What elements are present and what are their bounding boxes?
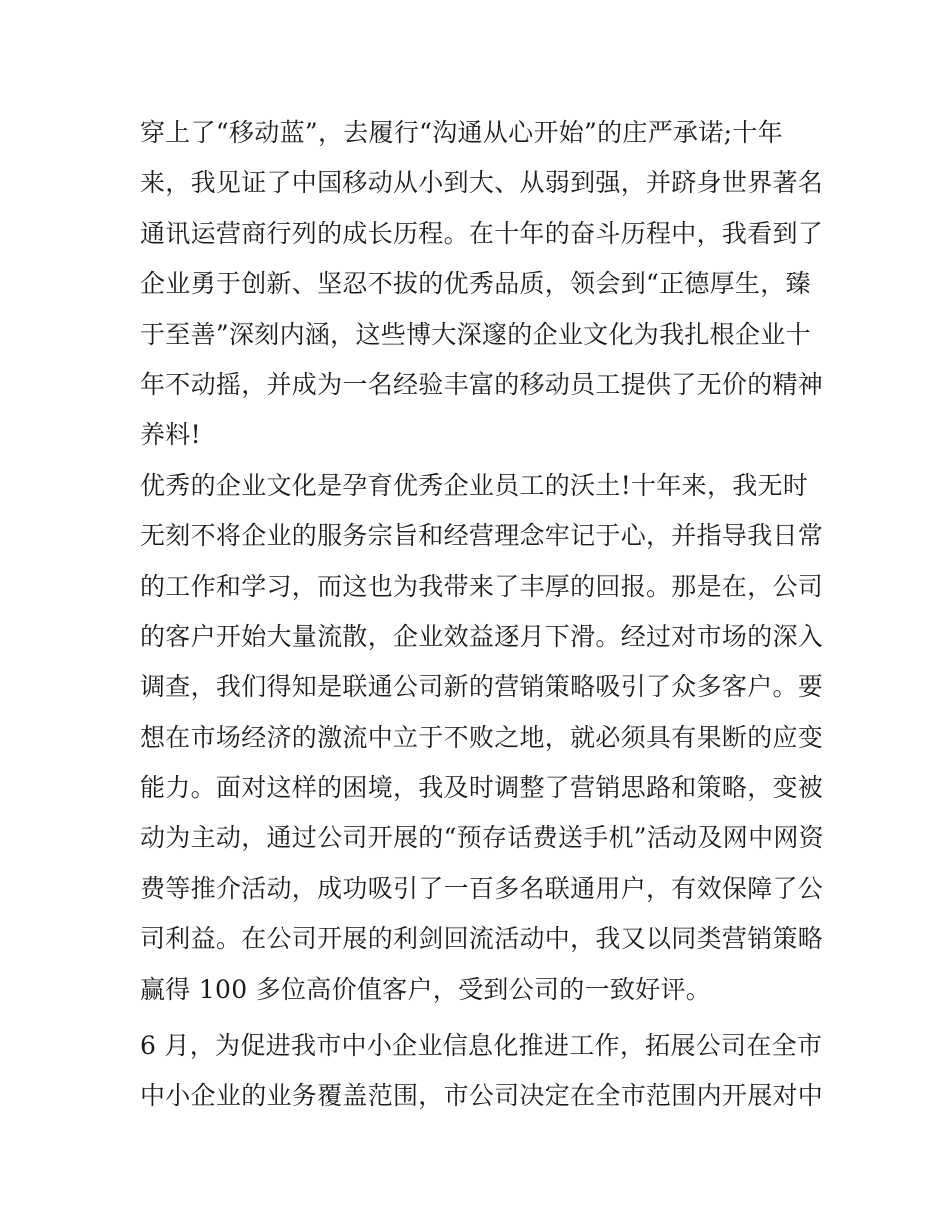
text-line: 企业勇于创新、坚忍不拔的优秀品质，领会到“正德厚生，臻: [140, 269, 811, 299]
text-line: 年不动摇，并成为一名经验丰富的移动员工提供了无价的精神: [140, 369, 824, 399]
text-line: 无刻不将企业的服务宗旨和经营理念牢记于心，并指导我日常: [140, 521, 824, 551]
text-line: 动为主动，通过公司开展的“预存话费送手机”活动及网中网资: [140, 823, 824, 853]
paragraph-1: [140, 108, 830, 461]
text-line: 通讯运营商行列的成长历程。在十年的奋斗历程中，我看到了: [140, 218, 824, 248]
text-line: 穿上了“移动蓝”，去履行“沟通从心开始”的庄严承诺;十年: [140, 118, 783, 147]
text-line: 的工作和学习，而这也为我带来了丰厚的回报。那是在，公司: [140, 571, 824, 601]
body-text: [140, 108, 830, 1122]
text-line: 中小企业的业务覆盖范围，市公司决定在全市范围内开展对中: [140, 1081, 824, 1111]
text-line: 赢得 100 多位高价值客户，受到公司的一致好评。: [140, 974, 712, 1004]
text-line: 于至善”深刻内涵，这些博大深邃的企业文化为我扎根企业十: [140, 319, 811, 349]
text-line: 能力。面对这样的困境，我及时调整了营销思路和策略，变被: [140, 773, 824, 803]
text-line: 优秀的企业文化是孕育优秀企业员工的沃土!十年来，我无时: [140, 470, 809, 500]
text-line: 费等推介活动，成功吸引了一百多名联通用户，有效保障了公: [140, 873, 824, 903]
text-line: 调查，我们得知是联通公司新的营销策略吸引了众多客户。要: [140, 672, 824, 702]
paragraph-2: [140, 461, 830, 1015]
text-line: 的客户开始大量流散，企业效益逐月下滑。经过对市场的深入: [140, 621, 824, 651]
text-line: 想在市场经济的激流中立于不败之地，就必须具有果断的应变: [140, 722, 824, 752]
paragraph-3: [140, 1021, 830, 1122]
text-line: 6 月，为促进我市中小企业信息化推进工作，拓展公司在全市: [140, 1031, 823, 1061]
text-line: 司利益。在公司开展的利剑回流活动中，我又以同类营销策略: [140, 924, 824, 954]
text-line: 来，我见证了中国移动从小到大、从弱到强，并跻身世界著名: [140, 168, 824, 198]
text-line: 养料!: [140, 420, 201, 450]
